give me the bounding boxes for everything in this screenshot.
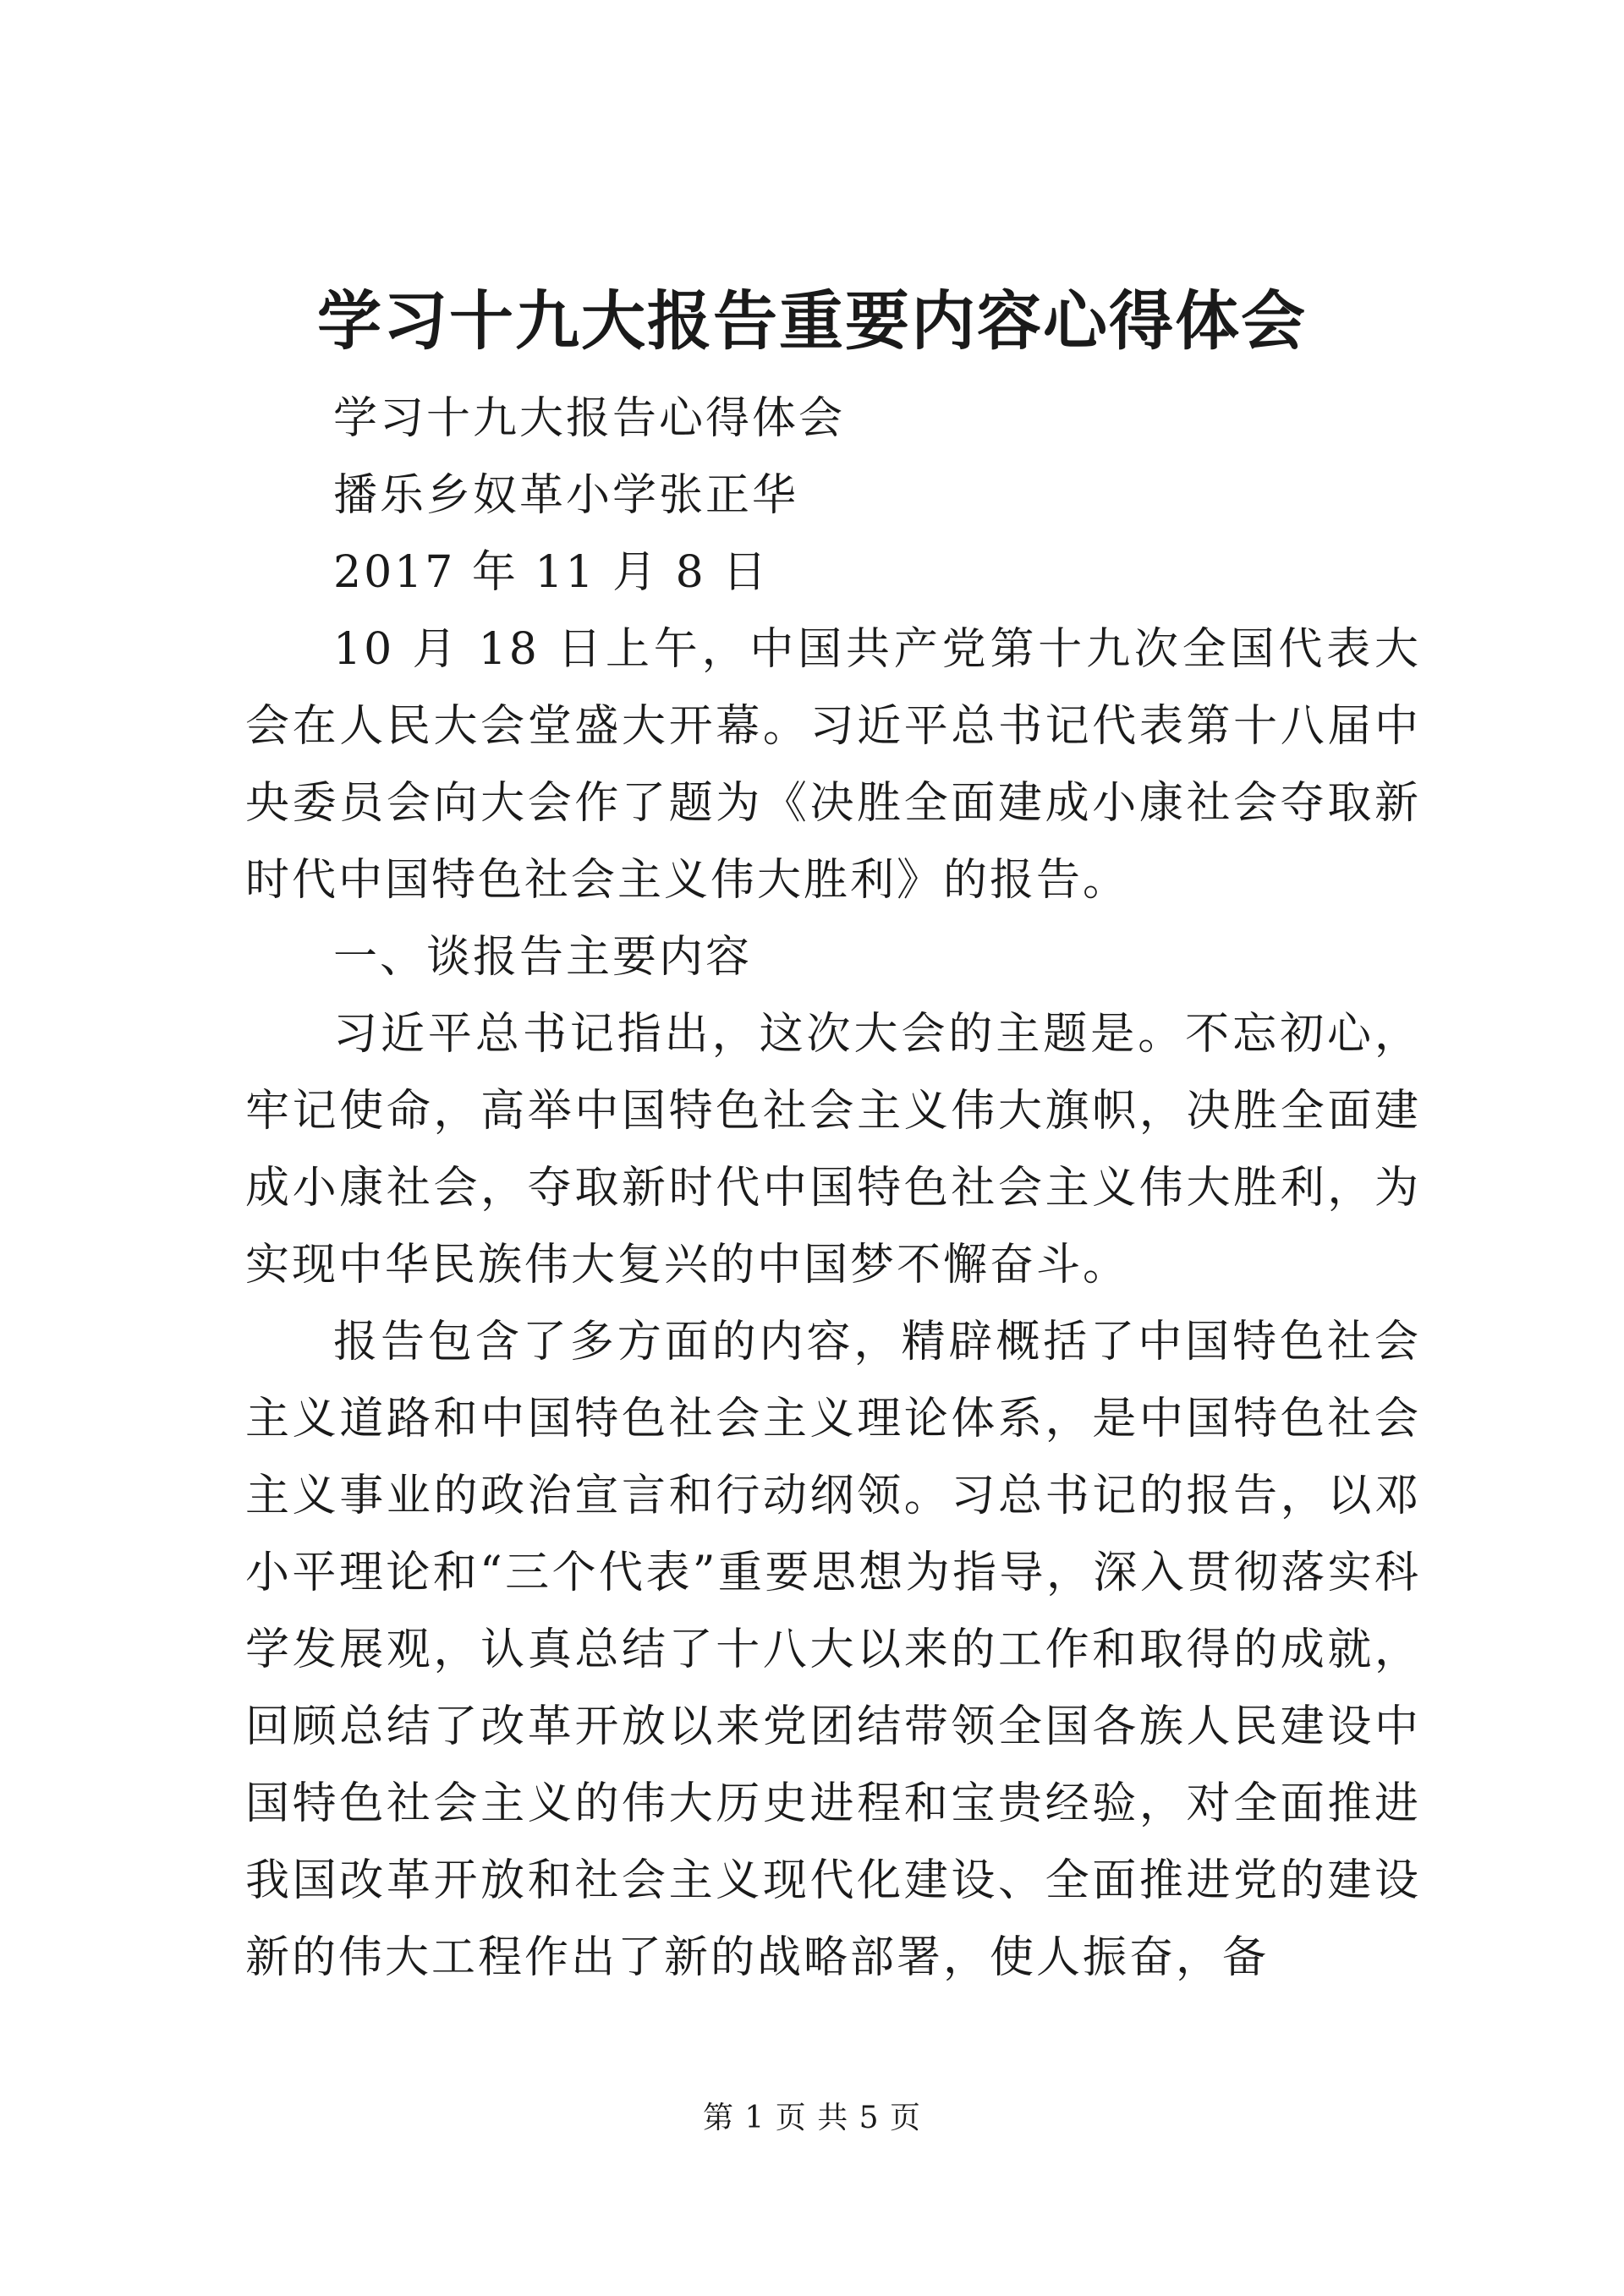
body-paragraph: 报告包含了多方面的内容，精辟概括了中国特色社会主义道路和中国特色社会主义理论体系，是中国特色社会主义事业的政治宣言和行动纲领。习总书记的报告，以邓小平理论和“三个代表”重要思想为指导，深入贯彻落实科学发展观，认真总结了十八大以来的工作和取得的成就，回顾总结了改革开放以来党团结带领全国各族人民建设中国特色社会主义的伟大历史进程和宝贵经验，对全面推进我国改革开放和社会主义现代化建设、全面推进党的建设新的伟大工程作出了新的战略部署，使人振奋，备 <box>245 1317 1421 1983</box>
document-body <box>245 381 1421 1997</box>
page-number-footer: 第 1 页 共 5 页 <box>702 2101 922 2135</box>
body-paragraph: 10 月 18 日上午，中国共产党第十九次全国代表大会在人民大会堂盛大开幕。习近平总书记代表第十八届中央委员会向大会作了题为《决胜全面建成小康社会夺取新时代中国特色社会主义伟大胜利》的报告。 <box>245 624 1421 906</box>
date-paragraph: 2017 年 11 月 8 日 <box>333 547 770 598</box>
section-heading: 一、谈报告主要内容 <box>333 932 753 983</box>
document-title: 学习十九大报告重要内容心得体会 <box>317 283 1307 359</box>
subtitle-paragraph: 学习十九大报告心得体会 <box>333 393 846 444</box>
author-paragraph: 播乐乡奴革小学张正华 <box>333 470 799 521</box>
body-paragraph: 习近平总书记指出，这次大会的主题是。不忘初心，牢记使命，高举中国特色社会主义伟大旗帜，决胜全面建成小康社会，夺取新时代中国特色社会主义伟大胜利，为实现中华民族伟大复兴的中国梦不懈奋斗。 <box>245 1009 1421 1290</box>
